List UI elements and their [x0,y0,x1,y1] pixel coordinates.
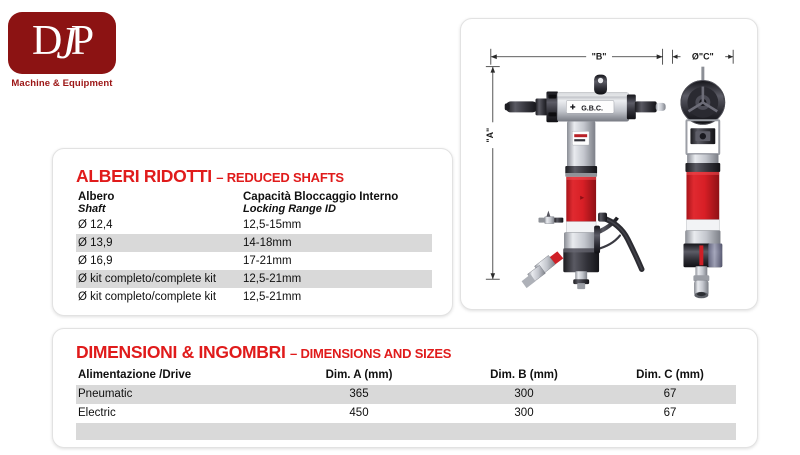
dimensions-title [76,344,451,362]
cell-dim-b: 300 [514,407,534,419]
dimensions-table [76,366,736,440]
logo-letters [8,12,116,74]
cell-dim-c: 67 [604,385,736,404]
cell-range: 17-21mm [243,255,292,267]
reduced-shafts-title-en: – REDUCED SHAFTS [216,170,344,185]
cell-dim-a [274,423,444,440]
cell-range: 14-18mm [241,234,432,252]
dimension-line-b [491,49,663,65]
header-locking-range-en: Locking Range ID [243,203,336,215]
tool-valve-stack [538,211,563,224]
cell-shaft: Ø kit completo/complete kit [76,270,241,288]
table-row [76,216,432,234]
logo-letter-p: P [70,18,93,64]
dimensions-panel [52,328,758,448]
table-header-row [76,191,432,216]
cell-shaft: Ø 13,9 [76,234,241,252]
company-logo [8,12,130,89]
header-shaft [76,191,241,216]
header-locking-range [241,191,432,216]
cell-range: 12,5-15mm [243,219,302,231]
product-technical-drawing [461,19,757,309]
logo-tagline: Machine & Equipment [11,78,113,89]
header-dim-c: Dim. C (mm) [636,369,704,381]
header-locking-range-it: Capacità Bloccaggio Interno [243,191,399,203]
header-shaft-it: Albero [78,191,115,203]
table-row [76,288,432,306]
dimension-label-a: "A" [484,127,495,143]
header-drive: Alimentazione /Drive [78,369,192,381]
logo-letter-j: J [56,17,75,68]
tool-lifting-eye [594,75,607,95]
header-dim-b: Dim. B (mm) [490,369,558,381]
cell-drive [76,423,274,440]
cell-shaft: Ø 16,9 [78,255,113,267]
logo-badge [8,12,116,74]
cell-shaft: Ø 12,4 [78,219,113,231]
tool-bracket-cage [686,120,719,154]
cell-dim-c [604,423,736,440]
table-row [76,234,432,252]
dimension-label-b: "B" [591,51,607,62]
cell-dim-a: 365 [274,385,444,404]
tool-air-inlet [522,251,564,288]
cell-drive: Pneumatic [76,385,274,404]
cell-dim-c: 67 [663,407,677,419]
tool-motor-barrel [505,92,666,123]
cell-range: 12,5-21mm [241,270,432,288]
tool-side-view [505,75,666,290]
cell-dim-a: 450 [349,407,369,419]
cell-dim-b [444,423,604,440]
table-row [76,252,432,270]
cell-drive: Electric [78,407,116,419]
reduced-shafts-panel [52,148,453,316]
tool-vertical-body [563,121,599,289]
header-shaft-en: Shaft [78,203,106,215]
tool-brand-label: G.B.C. [581,104,604,113]
reduced-shafts-title-it: ALBERI RIDOTTI [76,166,212,186]
table-header-row [76,366,736,385]
tool-front-view [681,67,725,299]
table-row [76,423,736,440]
reduced-shafts-title [76,168,344,186]
dimension-label-c: Ø"C" [691,51,714,62]
reduced-shafts-table [76,191,432,306]
table-row [76,270,432,288]
table-row [76,385,736,404]
cell-range: 12,5-21mm [243,291,302,303]
cell-shaft: Ø kit completo/complete kit [78,291,217,303]
dimensions-title-en: – DIMENSIONS AND SIZES [290,346,452,361]
table-row [76,404,736,423]
dimension-line-a [486,67,500,280]
product-drawing-panel [460,18,758,310]
dimensions-title-it: DIMENSIONI & INGOMBRI [76,342,286,362]
cell-dim-b: 300 [444,385,604,404]
logo-letter-d: D [31,18,61,64]
header-dim-a: Dim. A (mm) [325,369,393,381]
